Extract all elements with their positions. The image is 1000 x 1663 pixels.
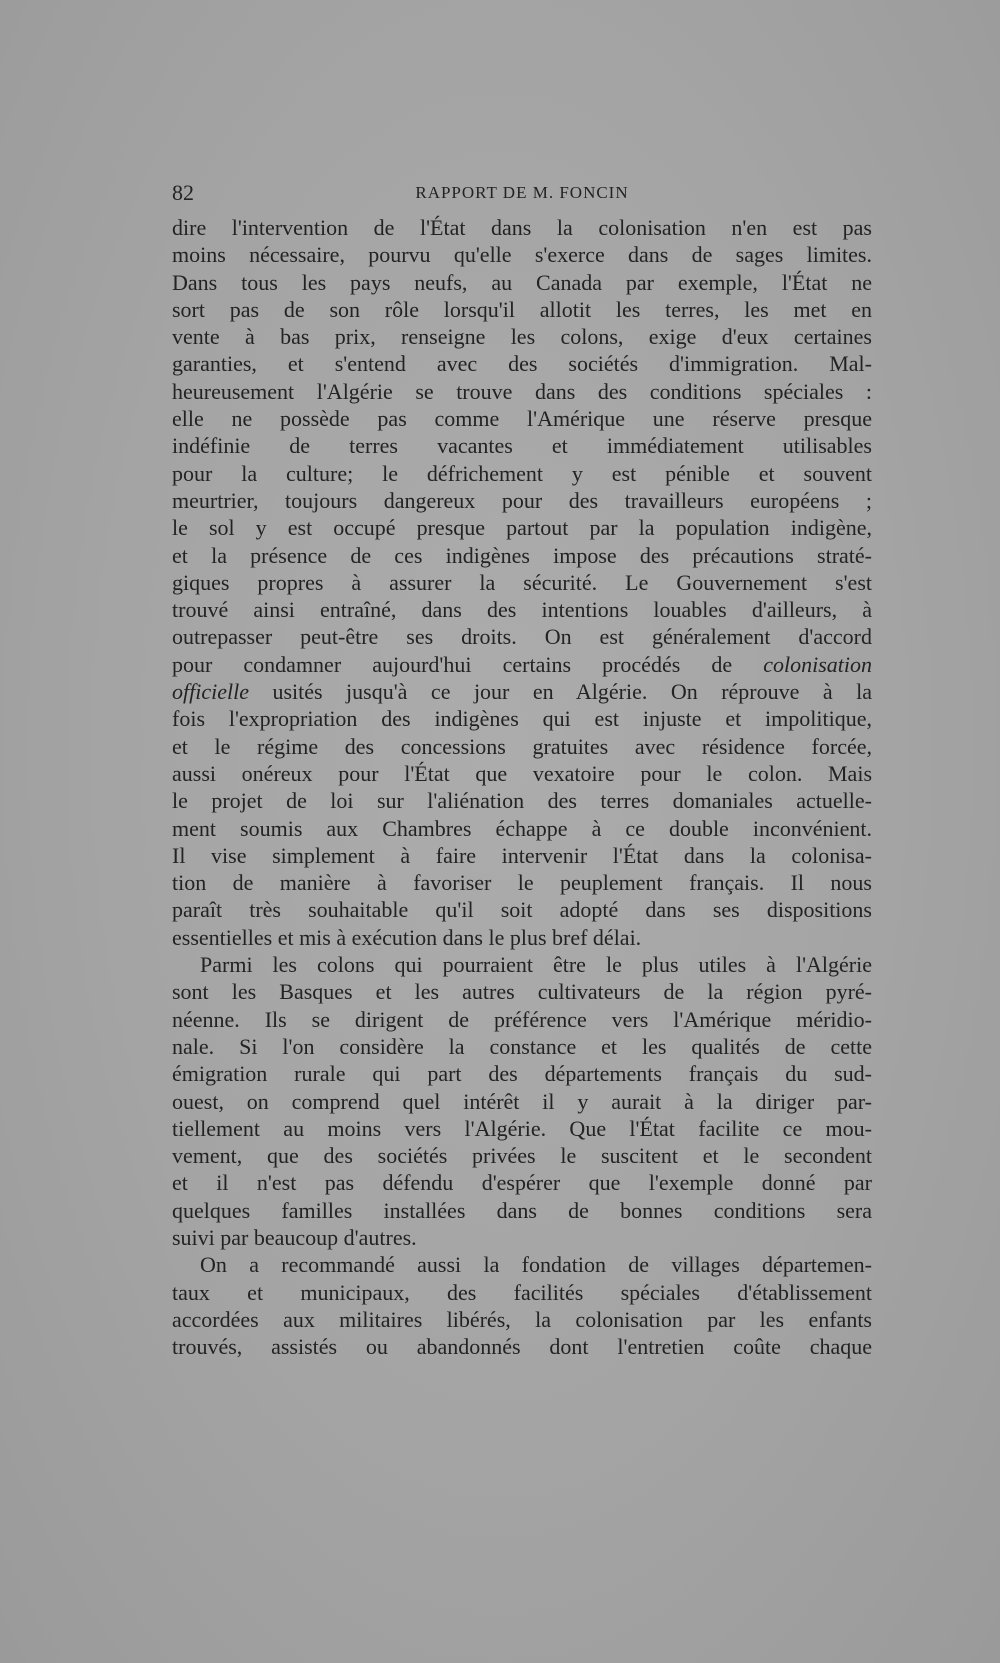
text-line: accordées aux militaires libérés, la colonisation par les enfants	[172, 1306, 872, 1332]
text-line: et le régime des concessions gratuites avec résidence forcée,	[172, 733, 872, 759]
text-line: essentielles et mis à exécution dans le plus bref délai.	[172, 924, 642, 950]
text-line: On a recommandé aussi la fondation de villages départemen-	[200, 1252, 872, 1278]
text-line-italic: officielle usités jusqu'à ce jour en Algérie. On réprouve à la	[172, 679, 872, 705]
text-line: heureusement l'Algérie se trouve dans des conditions spéciales :	[172, 378, 872, 404]
text-line: le projet de loi sur l'aliénation des terres domaniales actuelle-	[172, 788, 872, 814]
page-number: 82	[172, 180, 194, 205]
text-line: tion de manière à favoriser le peuplement français. Il nous	[172, 870, 872, 896]
text-line: pour la culture; le défrichement y est pénible et souvent	[172, 460, 872, 486]
text-line: taux et municipaux, des facilités spéciales d'établissement	[172, 1279, 872, 1305]
text-line: nale. Si l'on considère la constance et les qualités de cette	[172, 1033, 872, 1059]
text-line: dire l'intervention de l'État dans la colonisation n'en est pas	[172, 215, 872, 240]
text-line: émigration rurale qui part des départements français du sud-	[172, 1061, 872, 1087]
paragraph-3	[172, 1251, 872, 1360]
body-text	[172, 214, 872, 1360]
text-line: sont les Basques et les autres cultivateurs de la région pyré-	[172, 979, 872, 1005]
text-line: giques propres à assurer la sécurité. Le Gouvernement s'est	[172, 569, 872, 595]
text-line: ouest, on comprend quel intérêt il y aurait à la diriger par-	[172, 1088, 872, 1114]
text-line: le sol y est occupé presque partout par la population indigène,	[172, 515, 872, 541]
text-line: sort pas de son rôle lorsqu'il allotit les terres, les met en	[172, 296, 872, 322]
text-line: trouvé ainsi entraîné, dans des intentions louables d'ailleurs, à	[172, 597, 872, 623]
text-line-italic: pour condamner aujourd'hui certains procédés de colonisation	[172, 651, 872, 677]
text-line: moins nécessaire, pourvu qu'elle s'exerce dans de sages limites.	[172, 242, 872, 268]
text-line: Dans tous les pays neufs, au Canada par exemple, l'État ne	[172, 269, 872, 295]
page-header	[172, 180, 872, 204]
text-line: quelques familles installées dans de bonnes conditions sera	[172, 1197, 872, 1223]
text-line: trouvés, assistés ou abandonnés dont l'entretien coûte chaque	[172, 1334, 872, 1360]
text-line: Il vise simplement à faire intervenir l'État dans la colonisa-	[172, 842, 872, 868]
text-line: aussi onéreux pour l'État que vexatoire pour le colon. Mais	[172, 760, 872, 786]
text-line: meurtrier, toujours dangereux pour des travailleurs européens ;	[172, 487, 872, 513]
italic-term: colonisation	[763, 651, 872, 677]
text-line: fois l'expropriation des indigènes qui est injuste et impolitique,	[172, 706, 872, 732]
text-line: ment soumis aux Chambres échappe à ce double inconvénient.	[172, 815, 872, 841]
text-line: tiellement au moins vers l'Algérie. Que l'État facilite ce mou-	[172, 1115, 872, 1141]
text-line: néenne. Ils se dirigent de préférence vers l'Amérique méridio-	[172, 1006, 872, 1032]
text-line: outrepasser peut-être ses droits. On est généralement d'accord	[172, 624, 872, 650]
text-line: garanties, et s'entend avec des sociétés d'immigration. Mal-	[172, 351, 872, 377]
text-line: Parmi les colons qui pourraient être le plus utiles à l'Algérie	[200, 952, 872, 978]
text-line: paraît très souhaitable qu'il soit adopté dans ses dispositions	[172, 897, 872, 923]
text-line: vente à bas prix, renseigne les colons, exige d'eux certaines	[172, 324, 872, 350]
text-line: suivi par beaucoup d'autres.	[172, 1224, 417, 1250]
text-line: elle ne possède pas comme l'Amérique une réserve presque	[172, 406, 872, 432]
running-head: RAPPORT DE M. FONCIN	[415, 183, 629, 202]
text-line: indéfinie de terres vacantes et immédiatement utilisables	[172, 433, 872, 459]
italic-term: officielle	[172, 679, 249, 705]
text-line: vement, que des sociétés privées le suscitent et le secondent	[172, 1143, 872, 1169]
text-line: et il n'est pas défendu d'espérer que l'exemple donné par	[172, 1170, 872, 1196]
paragraph-2	[172, 951, 872, 1251]
text-line: et la présence de ces indigènes impose des précautions straté-	[172, 542, 872, 568]
paragraph-1	[172, 214, 872, 951]
